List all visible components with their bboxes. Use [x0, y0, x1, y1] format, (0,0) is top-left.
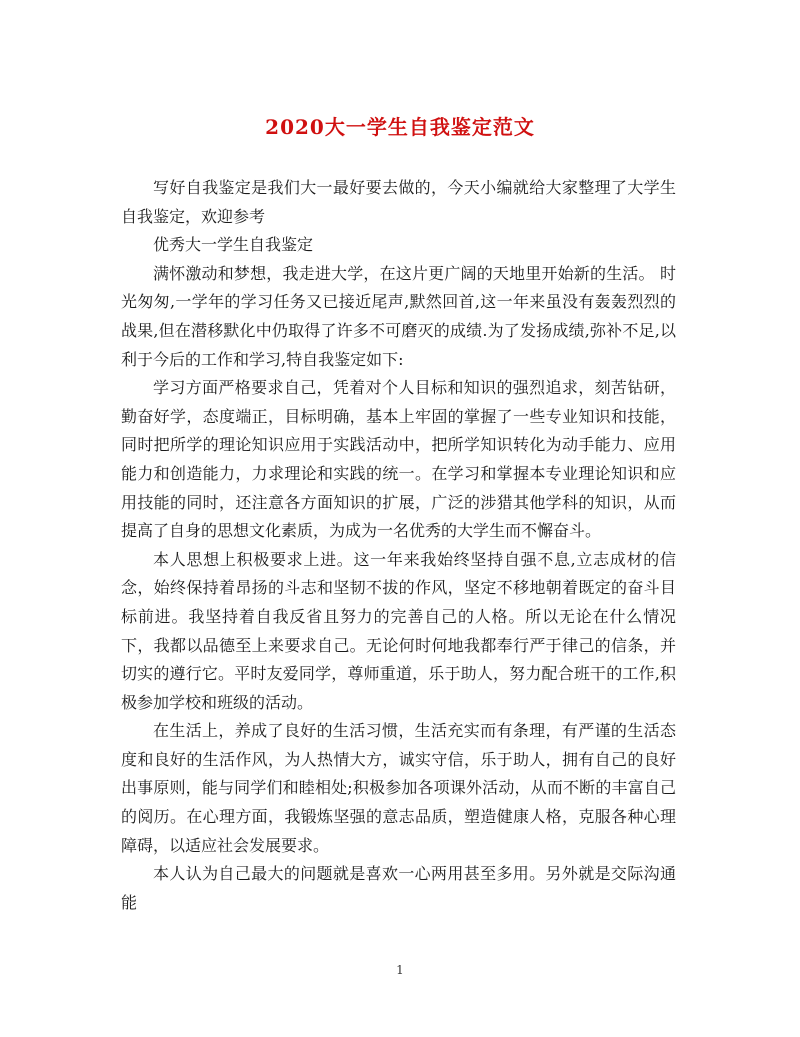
body-paragraph: 本人认为自己最大的问题就是喜欢一心两用甚至多用。另外就是交际沟通能: [121, 864, 676, 912]
body-paragraph: 本人思想上积极要求上进。这一年来我始终坚持自强不息,立志成材的信念，始终保持着昂扬的斗志和坚韧不拔的作风，坚定不移地朝着既定的奋斗目标前进。我坚持着自我反省且努力的完善自己的人格。所以无论在什么情况下，我都以品德至上来要求自己。无论何时何地我都奉行严于律己的信条，并切实的遵行它。平时友爱同学，尊师重道，乐于助人，努力配合班干的工作,积极参加学校和班级的活动。: [121, 549, 676, 712]
page-number: 1: [396, 963, 404, 977]
section-heading: 优秀大一学生自我鉴定: [153, 235, 314, 255]
body-paragraph: 在生活上，养成了良好的生活习惯，生活充实而有条理，有严谨的生活态度和良好的生活作风，为人热情大方，诚实守信，乐于助人，拥有自己的良好出事原则，能与同学们和睦相处;积极参加各项课外活动，从而不断的丰富自己的阅历。在心理方面，我锻炼坚强的意志品质，塑造健康人格，克服各种心理障碍，以适应社会发展要求。: [121, 721, 676, 855]
document-title: 2020大一学生自我鉴定范文: [265, 115, 535, 139]
body-paragraph: 满怀激动和梦想，我走进大学，在这片更广阔的天地里开始新的生活。 时光匆匆,一学年的学习任务又已接近尾声,默然回首,这一年来虽没有轰轰烈烈的战果,但在潜移默化中仍取得了许多不可磨灭的成绩.为了发扬成绩,弥补不足,以利于今后的工作和学习,特自我鉴定如下:: [121, 263, 676, 369]
intro-paragraph: 写好自我鉴定是我们大一最好要去做的，今天小编就给大家整理了大学生自我鉴定，欢迎参考: [121, 178, 676, 226]
document-body: [121, 174, 676, 917]
body-paragraph: 学习方面严格要求自己，凭着对个人目标和知识的强烈追求，刻苦钻研，勤奋好学，态度端正，目标明确，基本上牢固的掌握了一些专业知识和技能，同时把所学的理论知识应用于实践活动中，把所学知识转化为动手能力、应用能力和创造能力，力求理论和实践的统一。在学习和掌握本专业理论知识和应用技能的同时，还注意各方面知识的扩展，广泛的涉猎其他学科的知识，从而提高了自身的思想文化素质，为成为一名优秀的大学生而不懈奋斗。: [121, 378, 676, 541]
